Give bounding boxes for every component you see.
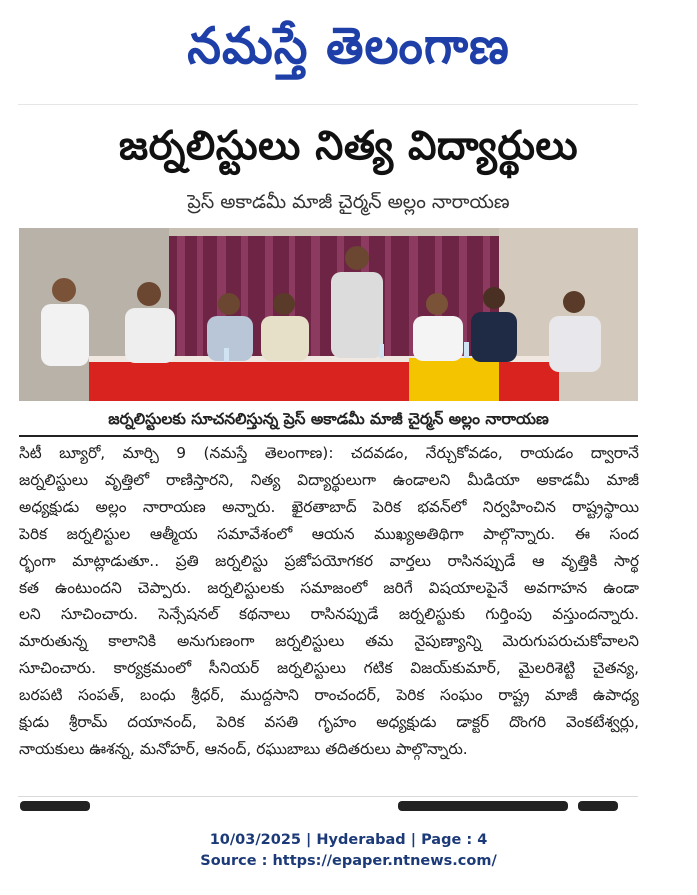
photo-caption: జర్నలిస్టులకు సూచనలిస్తున్న ప్రెస్ అకాడమీ మాజీ చైర్మన్ అల్లం నారాయణ — [108, 410, 549, 428]
source-url: Source : https://epaper.ntnews.com/ — [200, 853, 497, 869]
article-body-line: బరపటి సంపత్, బంధు శ్రీధర్, ముద్దసాని రాంచందర్, పెరిక సంఘం రాష్ట్ర మాజీ ఉపాధ్య — [19, 686, 639, 705]
article-body-line: సిటీ బ్యూరో, మార్చి 9 (నమస్తే తెలంగాణ): చదవడం, నేర్చుకోవడం, రాయడం ద్వారానే — [19, 444, 639, 462]
article-body-line: క్షుడు శ్రీరామ్ దయానంద్, పెరిక వసతి గృహం అధ్యక్షుడు డాక్టర్ దొంగరి వెంకటేశ్వర్లు, — [19, 713, 639, 732]
article-body-line: అధ్యక్షుడు అల్లం నారాయణ అన్నారు. ఖైరతాబాద్ పెరిక భవన్‌లో నిర్వహించిన రాష్ట్రస్థాయి — [19, 497, 639, 516]
article-body-line: నాయకులు ఊశన్న, మనోహర్, ఆనంద్, రఘుబాబు తదితరులు పాల్గొన్నారు. — [19, 739, 468, 758]
divider — [18, 104, 638, 105]
article-body-line: కత ఉంటుందని చెప్పారు. జర్నలిస్టులకు సమాజంలో జరిగే విషయాలపైనే అవగాహన ఉండా — [19, 578, 639, 597]
edition-info: 10/03/2025 | Hyderabad | Page : 4 — [209, 832, 488, 848]
source-footer — [0, 830, 697, 872]
masthead — [0, 6, 697, 86]
article-headline: జర్నలిస్టులు నిత్య విద్యార్థులు — [118, 123, 579, 169]
article-subhead: ప్రెస్ అకాడమీ మాజీ చైర్మన్ అల్లం నారాయణ — [187, 191, 510, 213]
newspaper-logo: నమస్తే తెలంగాణ — [187, 16, 510, 76]
article-body-line: సూచించారు. కార్యక్రమంలో సీనియర్ జర్నలిస్టులు గటిక విజయ్‌కుమార్, మైలరిశెట్టి చైతన్య, — [19, 659, 639, 678]
article-body-line: మారుతున్న కాలానికి అనుగుణంగా జర్నలిస్టులు తమ నైపుణ్యాన్ని మెరుగుపరుచుకోవాలని — [19, 632, 639, 651]
article-photo — [19, 228, 638, 401]
article-body-line: లని సూచించారు. సెన్సేషనల్ కథనాలు రాసినప్పుడే జర్నలిస్టుకు గుర్తింపు వస్తుందన్నారు. — [19, 605, 639, 624]
next-article-cutoff — [18, 795, 638, 813]
article-body-line: పెరిక జర్నలిస్టుల ఆత్మీయ సమావేశంలో ఆయన ముఖ్యఅతిథిగా పాల్గొన్నారు. ఈ సంద — [19, 524, 639, 543]
article-body — [19, 440, 639, 763]
event-photo-illustration — [19, 228, 638, 401]
article-body-line: ర్భంగా మాట్లాడుతూ.. ప్రతి జర్నలిస్టు ప్రజోపయోగకర వార్తలు రాసినప్పుడే ఆ వృత్తికి సార్థ — [19, 551, 639, 570]
article-body-line: జర్నలిస్టులు వృత్తిలో రాణిస్తారని, నిత్య విద్యార్థులుగా ఉండాలని మీడియా అకాడమీ మాజీ — [19, 470, 639, 489]
photo-caption-bar — [19, 405, 638, 437]
